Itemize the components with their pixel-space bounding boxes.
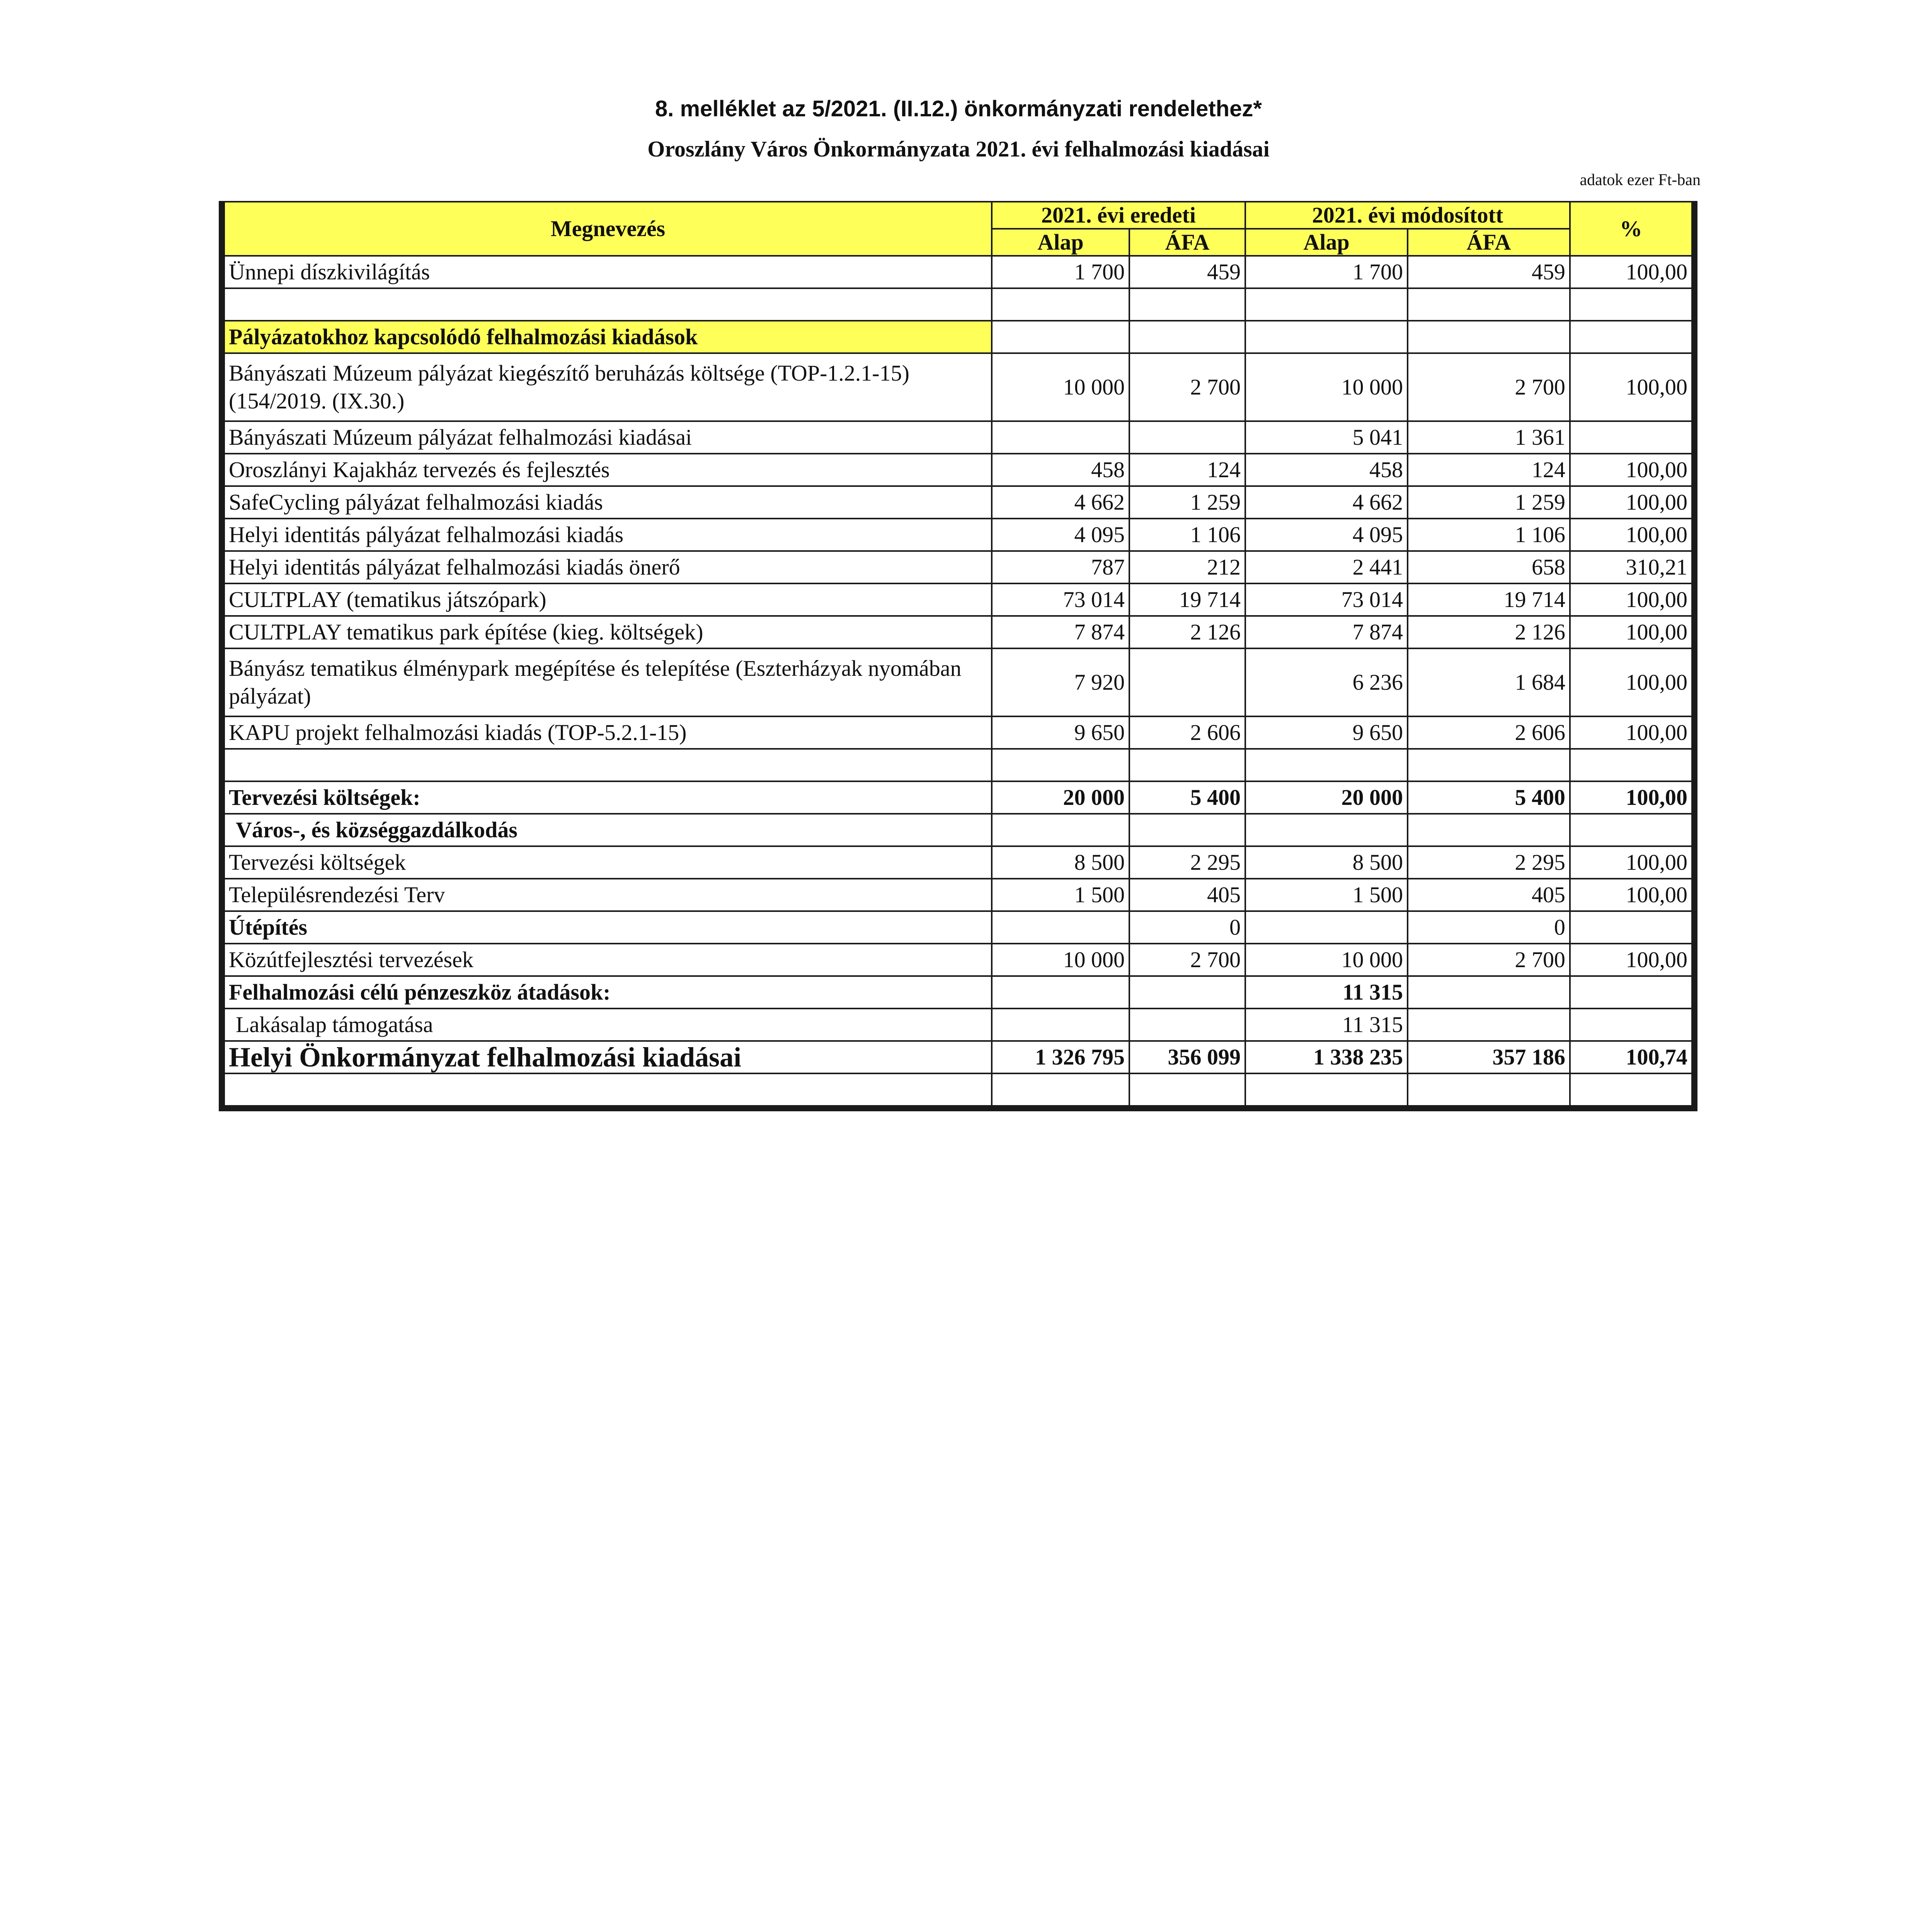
mod-afa-value: 1 106 xyxy=(1408,519,1570,551)
table-row xyxy=(222,846,1694,879)
percent-value: 100,00 xyxy=(1570,519,1694,551)
orig-alap-value: 458 xyxy=(992,454,1129,486)
table-row xyxy=(222,486,1694,519)
row-label: KAPU projekt felhalmozási kiadás (TOP-5.2.1-15) xyxy=(222,716,992,749)
mod-alap-value: 458 xyxy=(1245,454,1408,486)
orig-alap-value: 8 500 xyxy=(992,846,1129,879)
orig-alap-value: 787 xyxy=(992,551,1129,583)
orig-alap-value: 7 920 xyxy=(992,648,1129,716)
percent-value xyxy=(1570,911,1694,944)
mod-alap-value: 7 874 xyxy=(1245,616,1408,648)
annex-title: 8. melléklet az 5/2021. (II.12.) önkormányzati rendelethez* xyxy=(655,96,1262,121)
col-group-modified: 2021. évi módosított xyxy=(1245,202,1570,229)
row-label: Bányász tematikus élménypark megépítése és telepítése (Eszterházyak nyomában pályázat) xyxy=(222,648,992,716)
percent-value: 100,00 xyxy=(1570,583,1694,616)
orig-alap-value: 10 000 xyxy=(992,353,1129,421)
orig-alap-value: 1 500 xyxy=(992,879,1129,911)
orig-afa-value: 2 606 xyxy=(1129,716,1245,749)
mod-alap-value xyxy=(1245,911,1408,944)
orig-afa-value: 0 xyxy=(1129,911,1245,944)
mod-alap-value: 1 500 xyxy=(1245,879,1408,911)
row-label: CULTPLAY (tematikus játszópark) xyxy=(222,583,992,616)
subtotal-row xyxy=(222,781,1694,814)
mod-alap-value: 11 315 xyxy=(1245,976,1408,1009)
expenditure-table xyxy=(219,201,1697,1111)
percent-value: 100,00 xyxy=(1570,486,1694,519)
grand-total-label: Helyi Önkormányzat felhalmozási kiadásai xyxy=(222,1041,992,1073)
mod-afa-total: 357 186 xyxy=(1408,1041,1570,1073)
mod-alap-value: 8 500 xyxy=(1245,846,1408,879)
col-header-orig-alap: Alap xyxy=(992,229,1129,256)
orig-alap-value: 10 000 xyxy=(992,944,1129,976)
table-row xyxy=(222,944,1694,976)
orig-afa-value: 1 259 xyxy=(1129,486,1245,519)
orig-alap-value: 9 650 xyxy=(992,716,1129,749)
row-label: CULTPLAY tematikus park építése (kieg. költségek) xyxy=(222,616,992,648)
mod-afa-value: 2 126 xyxy=(1408,616,1570,648)
row-label: Felhalmozási célú pénzeszköz átadások: xyxy=(222,976,992,1009)
percent-value: 310,21 xyxy=(1570,551,1694,583)
mod-alap-total: 1 338 235 xyxy=(1245,1041,1408,1073)
orig-alap-value xyxy=(992,976,1129,1009)
mod-afa-value: 459 xyxy=(1408,256,1570,288)
mod-afa-value: 19 714 xyxy=(1408,583,1570,616)
orig-alap-value xyxy=(992,421,1129,454)
row-label: Tervezési költségek: xyxy=(222,781,992,814)
orig-afa-value: 2 126 xyxy=(1129,616,1245,648)
orig-afa-value: 5 400 xyxy=(1129,781,1245,814)
orig-afa-value: 2 700 xyxy=(1129,353,1245,421)
orig-alap-value: 4 095 xyxy=(992,519,1129,551)
orig-afa-value xyxy=(1129,421,1245,454)
percent-value xyxy=(1570,421,1694,454)
section-title: Pályázatokhoz kapcsolódó felhalmozási kiadások xyxy=(222,321,992,353)
percent-value: 100,00 xyxy=(1570,256,1694,288)
table-row xyxy=(222,616,1694,648)
grand-total-row xyxy=(222,1041,1694,1073)
percent-value: 100,00 xyxy=(1570,716,1694,749)
mod-afa-value: 0 xyxy=(1408,911,1570,944)
subtotal-row xyxy=(222,976,1694,1009)
table-row xyxy=(222,421,1694,454)
row-label: SafeCycling pályázat felhalmozási kiadás xyxy=(222,486,992,519)
row-label: Oroszlányi Kajakház tervezés és fejlesztés xyxy=(222,454,992,486)
row-label: Helyi identitás pályázat felhalmozási kiadás önerő xyxy=(222,551,992,583)
table-row xyxy=(222,454,1694,486)
orig-afa-value xyxy=(1129,976,1245,1009)
orig-afa-value xyxy=(1129,648,1245,716)
mod-alap-value: 5 041 xyxy=(1245,421,1408,454)
row-label: Bányászati Múzeum pályázat kiegészítő beruházás költsége (TOP-1.2.1-15) (154/2019. (IX.30.) xyxy=(222,353,992,421)
mod-alap-value: 6 236 xyxy=(1245,648,1408,716)
mod-afa-value: 124 xyxy=(1408,454,1570,486)
orig-afa-value: 212 xyxy=(1129,551,1245,583)
col-group-original: 2021. évi eredeti xyxy=(992,202,1245,229)
mod-afa-value: 1 259 xyxy=(1408,486,1570,519)
mod-afa-value xyxy=(1408,976,1570,1009)
empty-row xyxy=(222,1073,1694,1108)
percent-value: 100,00 xyxy=(1570,879,1694,911)
table-row xyxy=(222,353,1694,421)
table-row xyxy=(222,256,1694,288)
row-label: Bányászati Múzeum pályázat felhalmozási kiadásai xyxy=(222,421,992,454)
orig-alap-value: 1 700 xyxy=(992,256,1129,288)
mod-alap-value: 2 441 xyxy=(1245,551,1408,583)
mod-alap-value: 4 662 xyxy=(1245,486,1408,519)
mod-afa-value: 2 700 xyxy=(1408,353,1570,421)
col-header-mod-alap: Alap xyxy=(1245,229,1408,256)
table-row xyxy=(222,519,1694,551)
row-label: Településrendezési Terv xyxy=(222,879,992,911)
mod-alap-value: 10 000 xyxy=(1245,353,1408,421)
orig-alap-value: 20 000 xyxy=(992,781,1129,814)
percent-value xyxy=(1570,976,1694,1009)
orig-afa-total: 356 099 xyxy=(1129,1041,1245,1073)
col-header-name: Megnevezés xyxy=(222,202,992,256)
mod-afa-value: 2 295 xyxy=(1408,846,1570,879)
table-row xyxy=(222,583,1694,616)
orig-afa-value: 405 xyxy=(1129,879,1245,911)
mod-alap-value: 20 000 xyxy=(1245,781,1408,814)
percent-value: 100,00 xyxy=(1570,616,1694,648)
orig-alap-value: 4 662 xyxy=(992,486,1129,519)
row-label: Lakásalap támogatása xyxy=(222,1009,992,1041)
table-row xyxy=(222,648,1694,716)
orig-alap-value xyxy=(992,1009,1129,1041)
orig-alap-value: 73 014 xyxy=(992,583,1129,616)
orig-alap-value xyxy=(992,911,1129,944)
mod-afa-value: 1 361 xyxy=(1408,421,1570,454)
orig-alap-total: 1 326 795 xyxy=(992,1041,1129,1073)
percent-value: 100,00 xyxy=(1570,944,1694,976)
row-label: Helyi identitás pályázat felhalmozási kiadás xyxy=(222,519,992,551)
col-header-orig-afa: ÁFA xyxy=(1129,229,1245,256)
mod-afa-value: 1 684 xyxy=(1408,648,1570,716)
percent-value: 100,00 xyxy=(1570,353,1694,421)
table-header-row xyxy=(222,202,1694,229)
percent-total: 100,74 xyxy=(1570,1041,1694,1073)
row-label: Ünnepi díszkivilágítás xyxy=(222,256,992,288)
table-row xyxy=(222,879,1694,911)
mod-alap-value: 10 000 xyxy=(1245,944,1408,976)
orig-afa-value: 459 xyxy=(1129,256,1245,288)
percent-value: 100,00 xyxy=(1570,648,1694,716)
mod-afa-value xyxy=(1408,1009,1570,1041)
orig-afa-value xyxy=(1129,1009,1245,1041)
orig-afa-value: 2 700 xyxy=(1129,944,1245,976)
percent-value: 100,00 xyxy=(1570,454,1694,486)
orig-afa-value: 19 714 xyxy=(1129,583,1245,616)
row-label: Közútfejlesztési tervezések xyxy=(222,944,992,976)
mod-afa-value: 2 700 xyxy=(1408,944,1570,976)
row-label: Tervezési költségek xyxy=(222,846,992,879)
row-label: Város-, és községgazdálkodás xyxy=(222,814,992,846)
document-title: Oroszlány Város Önkormányzata 2021. évi felhalmozási kiadásai xyxy=(647,136,1270,162)
orig-afa-value: 124 xyxy=(1129,454,1245,486)
mod-alap-value: 73 014 xyxy=(1245,583,1408,616)
mod-alap-value: 9 650 xyxy=(1245,716,1408,749)
orig-afa-value: 1 106 xyxy=(1129,519,1245,551)
percent-value xyxy=(1570,1009,1694,1041)
empty-row xyxy=(222,288,1694,321)
table-row xyxy=(222,716,1694,749)
mod-afa-value: 5 400 xyxy=(1408,781,1570,814)
col-header-percent: % xyxy=(1570,202,1694,256)
section-header-row xyxy=(222,321,1694,353)
orig-alap-value: 7 874 xyxy=(992,616,1129,648)
mod-afa-value: 405 xyxy=(1408,879,1570,911)
subsection-row xyxy=(222,814,1694,846)
table-row xyxy=(222,1009,1694,1041)
mod-alap-value: 1 700 xyxy=(1245,256,1408,288)
mod-alap-value: 11 315 xyxy=(1245,1009,1408,1041)
percent-value: 100,00 xyxy=(1570,846,1694,879)
percent-value: 100,00 xyxy=(1570,781,1694,814)
empty-row xyxy=(222,749,1694,781)
col-header-mod-afa: ÁFA xyxy=(1408,229,1570,256)
mod-afa-value: 2 606 xyxy=(1408,716,1570,749)
row-label: Útépítés xyxy=(222,911,992,944)
table-row xyxy=(222,911,1694,944)
mod-alap-value: 4 095 xyxy=(1245,519,1408,551)
orig-afa-value: 2 295 xyxy=(1129,846,1245,879)
unit-note: adatok ezer Ft-ban xyxy=(1580,171,1701,189)
table-row xyxy=(222,551,1694,583)
mod-afa-value: 658 xyxy=(1408,551,1570,583)
